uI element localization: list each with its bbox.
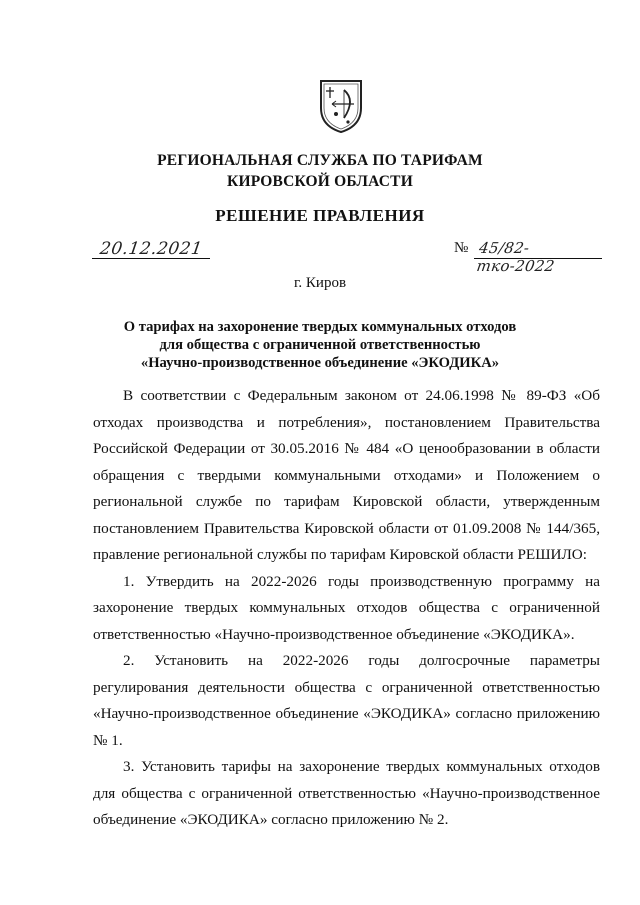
- item-1-paragraph: 1. Утвердить на 2022-2026 годы производственную программу на захоронение твердых коммунальных отходов общества с ограниченной ответственностью «Научно-производственное объединение «ЭКОДИКА».: [93, 572, 600, 643]
- item-3-paragraph: 3. Установить тарифы на захоронение твердых коммунальных отходов для общества с ограниченной ответственностью «Научно-производственное объединение «ЭКОДИКА» согласно приложению № 2.: [93, 758, 600, 828]
- date-underline: [92, 258, 210, 259]
- number-field: [474, 238, 602, 275]
- number-underline: [474, 258, 602, 259]
- org-name-line1: РЕГИОНАЛЬНАЯ СЛУЖБА ПО ТАРИФАМ: [157, 152, 483, 169]
- handwritten-number: 45/82-тко-2022: [475, 239, 556, 275]
- preamble-paragraph: В соответствии с Федеральным законом от 24.06.1998 № 89-ФЗ «Об отходах производства и потребления», постановлением Правительства Российской Федерации от 30.05.2016 № 484 «О ценообразовании в области обращения с твердыми коммунальными отходами» и Положением о региональной службе по тарифам Кировской области, утвержденным постановлением Правительства Кировской области от 01.09.2008 № 144/365, правление региональной службы по тарифам Кировской области РЕШИЛО:: [93, 387, 600, 563]
- item-2-paragraph: 2. Установить на 2022-2026 годы долгосрочные параметры регулирования деятельности общества с ограниченной ответственностью «Научно-производственное объединение «ЭКОДИКА» согласно приложению № 1.: [93, 652, 600, 749]
- subject-line2: для общества с ограниченной ответственностью: [159, 337, 481, 353]
- coat-of-arms-icon: [318, 78, 364, 134]
- handwritten-date: 20.12.2021: [98, 239, 204, 259]
- subject-line1: О тарифах на захоронение твердых коммунальных отходов: [123, 319, 517, 335]
- document-type: РЕШЕНИЕ ПРАВЛЕНИЯ: [215, 206, 425, 225]
- subject-line3: «Научно-производственное объединение «ЭКОДИКА»: [140, 355, 500, 371]
- city: г. Киров: [293, 275, 347, 291]
- date-field: [92, 238, 210, 264]
- body-text: [93, 383, 600, 834]
- org-name-line2: КИРОВСКОЙ ОБЛАСТИ: [227, 173, 413, 190]
- number-label: №: [454, 240, 469, 256]
